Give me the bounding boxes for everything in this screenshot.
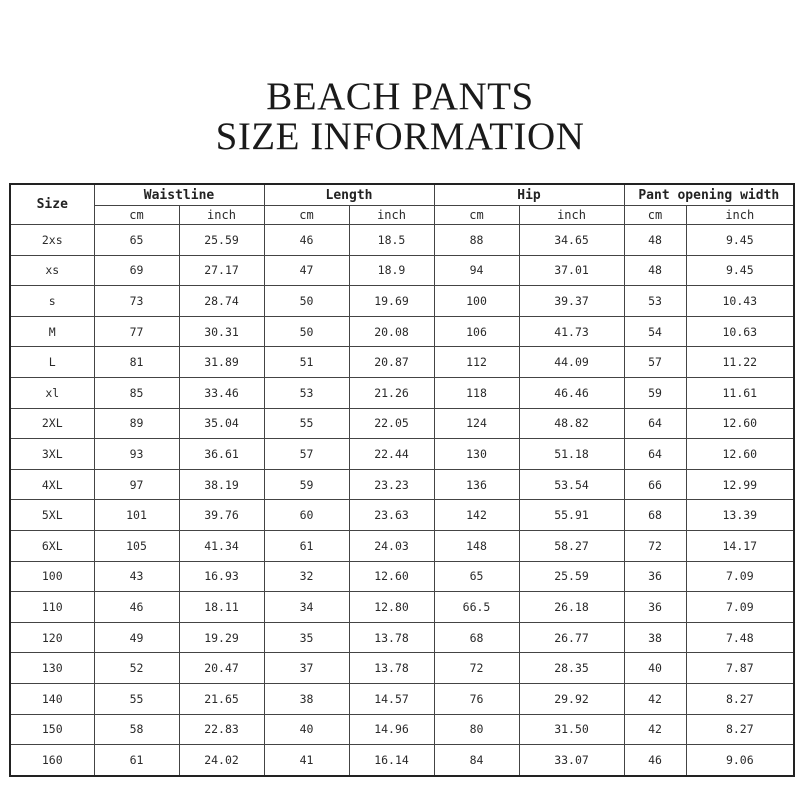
length-inch-cell: 13.78 (349, 653, 434, 684)
pant-opening-cm-cell: 36 (624, 592, 686, 623)
waistline-inch-cell: 30.31 (179, 316, 264, 347)
waistline-inch-cell: 24.02 (179, 745, 264, 776)
size-table-body (10, 225, 794, 776)
hip-cm-cell: 66.5 (434, 592, 519, 623)
length-inch-cell: 19.69 (349, 286, 434, 317)
hip-cm-cell: 136 (434, 469, 519, 500)
size-cell: xs (10, 255, 94, 286)
hip-inch-cell: 53.54 (519, 469, 624, 500)
pant-opening-inch-cell: 11.22 (686, 347, 794, 378)
waistline-inch-cell: 21.65 (179, 683, 264, 714)
waistline-cm-cell: 55 (94, 683, 179, 714)
pant-opening-inch-cell: 10.43 (686, 286, 794, 317)
pant-opening-cm-cell: 46 (624, 745, 686, 776)
pant-opening-cm-cell: 64 (624, 439, 686, 470)
hip-inch-cell: 58.27 (519, 530, 624, 561)
length-cm-cell: 35 (264, 622, 349, 653)
table-row (10, 653, 794, 684)
hip-cm-cell: 118 (434, 377, 519, 408)
hip-cm-cell: 106 (434, 316, 519, 347)
length-inch-cell: 12.60 (349, 561, 434, 592)
table-row (10, 225, 794, 256)
size-table (9, 183, 795, 777)
hip-inch-cell: 31.50 (519, 714, 624, 745)
table-row (10, 377, 794, 408)
pant-opening-inch-cell: 7.09 (686, 592, 794, 623)
waistline-inch-cell: 16.93 (179, 561, 264, 592)
length-inch-cell: 22.44 (349, 439, 434, 470)
waistline-inch-cell: 33.46 (179, 377, 264, 408)
length-cm-cell: 53 (264, 377, 349, 408)
hip-inch-cell: 29.92 (519, 683, 624, 714)
length-cm-cell: 37 (264, 653, 349, 684)
size-cell: 150 (10, 714, 94, 745)
waistline-cm-cell: 69 (94, 255, 179, 286)
length-cm-cell: 50 (264, 316, 349, 347)
waistline-cm-cell: 73 (94, 286, 179, 317)
pant-opening-inch-cell: 12.60 (686, 439, 794, 470)
length-inch-cell: 20.08 (349, 316, 434, 347)
hip-inch-cell: 46.46 (519, 377, 624, 408)
hip-cm-cell: 94 (434, 255, 519, 286)
waistline-cm-cell: 93 (94, 439, 179, 470)
pant-opening-cm-cell: 54 (624, 316, 686, 347)
pant-opening-cm-cell: 36 (624, 561, 686, 592)
length-cm-cell: 41 (264, 745, 349, 776)
length-cm-cell: 55 (264, 408, 349, 439)
waistline-inch-cell: 41.34 (179, 530, 264, 561)
table-row (10, 347, 794, 378)
hip-cm-cell: 100 (434, 286, 519, 317)
unit-header: cm (94, 206, 179, 225)
waistline-inch-cell: 27.17 (179, 255, 264, 286)
table-row (10, 745, 794, 776)
hip-cm-cell: 124 (434, 408, 519, 439)
size-cell: M (10, 316, 94, 347)
waistline-inch-cell: 39.76 (179, 500, 264, 531)
size-cell: 140 (10, 683, 94, 714)
waistline-cm-cell: 77 (94, 316, 179, 347)
length-inch-cell: 22.05 (349, 408, 434, 439)
hip-inch-cell: 51.18 (519, 439, 624, 470)
length-inch-cell: 18.9 (349, 255, 434, 286)
waistline-cm-cell: 89 (94, 408, 179, 439)
title-line-1: BEACH PANTS (266, 75, 534, 118)
pant-opening-cm-cell: 42 (624, 683, 686, 714)
hip-cm-cell: 112 (434, 347, 519, 378)
length-cm-cell: 57 (264, 439, 349, 470)
length-inch-cell: 18.5 (349, 225, 434, 256)
pant-opening-cm-cell: 40 (624, 653, 686, 684)
size-cell: 3XL (10, 439, 94, 470)
length-inch-cell: 23.63 (349, 500, 434, 531)
hip-inch-cell: 34.65 (519, 225, 624, 256)
length-inch-cell: 21.26 (349, 377, 434, 408)
size-cell: L (10, 347, 94, 378)
length-inch-cell: 16.14 (349, 745, 434, 776)
waistline-inch-cell: 31.89 (179, 347, 264, 378)
length-cm-cell: 46 (264, 225, 349, 256)
pant-opening-inch-cell: 12.60 (686, 408, 794, 439)
waistline-cm-cell: 81 (94, 347, 179, 378)
table-row (10, 469, 794, 500)
waistline-cm-cell: 105 (94, 530, 179, 561)
pant-opening-inch-cell: 12.99 (686, 469, 794, 500)
length-inch-cell: 12.80 (349, 592, 434, 623)
unit-header: inch (349, 206, 434, 225)
waistline-cm-cell: 65 (94, 225, 179, 256)
length-inch-cell: 13.78 (349, 622, 434, 653)
length-cm-cell: 32 (264, 561, 349, 592)
length-inch-cell: 20.87 (349, 347, 434, 378)
pant-opening-inch-cell: 7.87 (686, 653, 794, 684)
table-row (10, 561, 794, 592)
table-row (10, 316, 794, 347)
table-row (10, 255, 794, 286)
hip-cm-cell: 80 (434, 714, 519, 745)
hip-cm-cell: 65 (434, 561, 519, 592)
size-cell: 6XL (10, 530, 94, 561)
pant-opening-inch-cell: 14.17 (686, 530, 794, 561)
header-row-groups (10, 184, 794, 206)
waistline-inch-cell: 25.59 (179, 225, 264, 256)
size-cell: 130 (10, 653, 94, 684)
pant-opening-inch-cell: 7.09 (686, 561, 794, 592)
hip-inch-cell: 25.59 (519, 561, 624, 592)
waistline-inch-cell: 18.11 (179, 592, 264, 623)
size-cell: xl (10, 377, 94, 408)
waistline-cm-cell: 49 (94, 622, 179, 653)
hip-inch-cell: 41.73 (519, 316, 624, 347)
waistline-inch-cell: 35.04 (179, 408, 264, 439)
unit-header: inch (519, 206, 624, 225)
hip-cm-cell: 142 (434, 500, 519, 531)
table-row (10, 286, 794, 317)
size-cell: 5XL (10, 500, 94, 531)
length-inch-cell: 14.96 (349, 714, 434, 745)
table-row (10, 683, 794, 714)
hip-inch-cell: 26.18 (519, 592, 624, 623)
waistline-cm-cell: 46 (94, 592, 179, 623)
hip-inch-cell: 55.91 (519, 500, 624, 531)
hip-inch-cell: 33.07 (519, 745, 624, 776)
pant-opening-cm-cell: 38 (624, 622, 686, 653)
pant-opening-cm-cell: 42 (624, 714, 686, 745)
pant-opening-inch-cell: 13.39 (686, 500, 794, 531)
length-cm-cell: 50 (264, 286, 349, 317)
hip-inch-cell: 48.82 (519, 408, 624, 439)
pant-opening-width-header: Pant opening width (624, 184, 794, 206)
pant-opening-cm-cell: 53 (624, 286, 686, 317)
hip-inch-cell: 28.35 (519, 653, 624, 684)
pant-opening-inch-cell: 9.45 (686, 225, 794, 256)
table-row (10, 530, 794, 561)
pant-opening-inch-cell: 11.61 (686, 377, 794, 408)
length-cm-cell: 38 (264, 683, 349, 714)
size-cell: 160 (10, 745, 94, 776)
table-row (10, 592, 794, 623)
length-cm-cell: 51 (264, 347, 349, 378)
hip-cm-cell: 88 (434, 225, 519, 256)
length-cm-cell: 47 (264, 255, 349, 286)
waistline-cm-cell: 58 (94, 714, 179, 745)
waistline-cm-cell: 101 (94, 500, 179, 531)
waistline-cm-cell: 52 (94, 653, 179, 684)
pant-opening-inch-cell: 9.06 (686, 745, 794, 776)
length-inch-cell: 24.03 (349, 530, 434, 561)
pant-opening-inch-cell: 9.45 (686, 255, 794, 286)
table-row (10, 439, 794, 470)
hip-cm-cell: 148 (434, 530, 519, 561)
pant-opening-cm-cell: 48 (624, 225, 686, 256)
hip-inch-cell: 44.09 (519, 347, 624, 378)
pant-opening-cm-cell: 68 (624, 500, 686, 531)
length-header: Length (264, 184, 434, 206)
waistline-cm-cell: 61 (94, 745, 179, 776)
length-inch-cell: 14.57 (349, 683, 434, 714)
size-cell: 120 (10, 622, 94, 653)
header-row-units (10, 206, 794, 225)
waistline-header: Waistline (94, 184, 264, 206)
size-cell: s (10, 286, 94, 317)
hip-header: Hip (434, 184, 624, 206)
unit-header: cm (624, 206, 686, 225)
waistline-inch-cell: 22.83 (179, 714, 264, 745)
length-cm-cell: 34 (264, 592, 349, 623)
length-cm-cell: 59 (264, 469, 349, 500)
hip-cm-cell: 84 (434, 745, 519, 776)
pant-opening-cm-cell: 66 (624, 469, 686, 500)
waistline-inch-cell: 38.19 (179, 469, 264, 500)
waistline-inch-cell: 36.61 (179, 439, 264, 470)
size-cell: 100 (10, 561, 94, 592)
hip-inch-cell: 26.77 (519, 622, 624, 653)
size-cell: 4XL (10, 469, 94, 500)
size-cell: 110 (10, 592, 94, 623)
hip-inch-cell: 37.01 (519, 255, 624, 286)
unit-header: cm (434, 206, 519, 225)
unit-header: inch (686, 206, 794, 225)
size-cell: 2xs (10, 225, 94, 256)
waistline-inch-cell: 28.74 (179, 286, 264, 317)
pant-opening-inch-cell: 8.27 (686, 683, 794, 714)
table-row (10, 500, 794, 531)
size-header: Size (10, 184, 94, 225)
pant-opening-cm-cell: 57 (624, 347, 686, 378)
title-line-2: SIZE INFORMATION (215, 115, 585, 158)
pant-opening-inch-cell: 10.63 (686, 316, 794, 347)
unit-header: inch (179, 206, 264, 225)
hip-cm-cell: 76 (434, 683, 519, 714)
pant-opening-inch-cell: 8.27 (686, 714, 794, 745)
hip-cm-cell: 72 (434, 653, 519, 684)
hip-cm-cell: 68 (434, 622, 519, 653)
length-cm-cell: 61 (264, 530, 349, 561)
table-row (10, 408, 794, 439)
table-row (10, 714, 794, 745)
pant-opening-cm-cell: 64 (624, 408, 686, 439)
pant-opening-cm-cell: 72 (624, 530, 686, 561)
hip-cm-cell: 130 (434, 439, 519, 470)
waistline-cm-cell: 97 (94, 469, 179, 500)
length-cm-cell: 40 (264, 714, 349, 745)
size-cell: 2XL (10, 408, 94, 439)
pant-opening-inch-cell: 7.48 (686, 622, 794, 653)
waistline-cm-cell: 85 (94, 377, 179, 408)
waistline-inch-cell: 20.47 (179, 653, 264, 684)
length-cm-cell: 60 (264, 500, 349, 531)
length-inch-cell: 23.23 (349, 469, 434, 500)
waistline-cm-cell: 43 (94, 561, 179, 592)
pant-opening-cm-cell: 48 (624, 255, 686, 286)
table-row (10, 622, 794, 653)
unit-header: cm (264, 206, 349, 225)
waistline-inch-cell: 19.29 (179, 622, 264, 653)
pant-opening-cm-cell: 59 (624, 377, 686, 408)
hip-inch-cell: 39.37 (519, 286, 624, 317)
